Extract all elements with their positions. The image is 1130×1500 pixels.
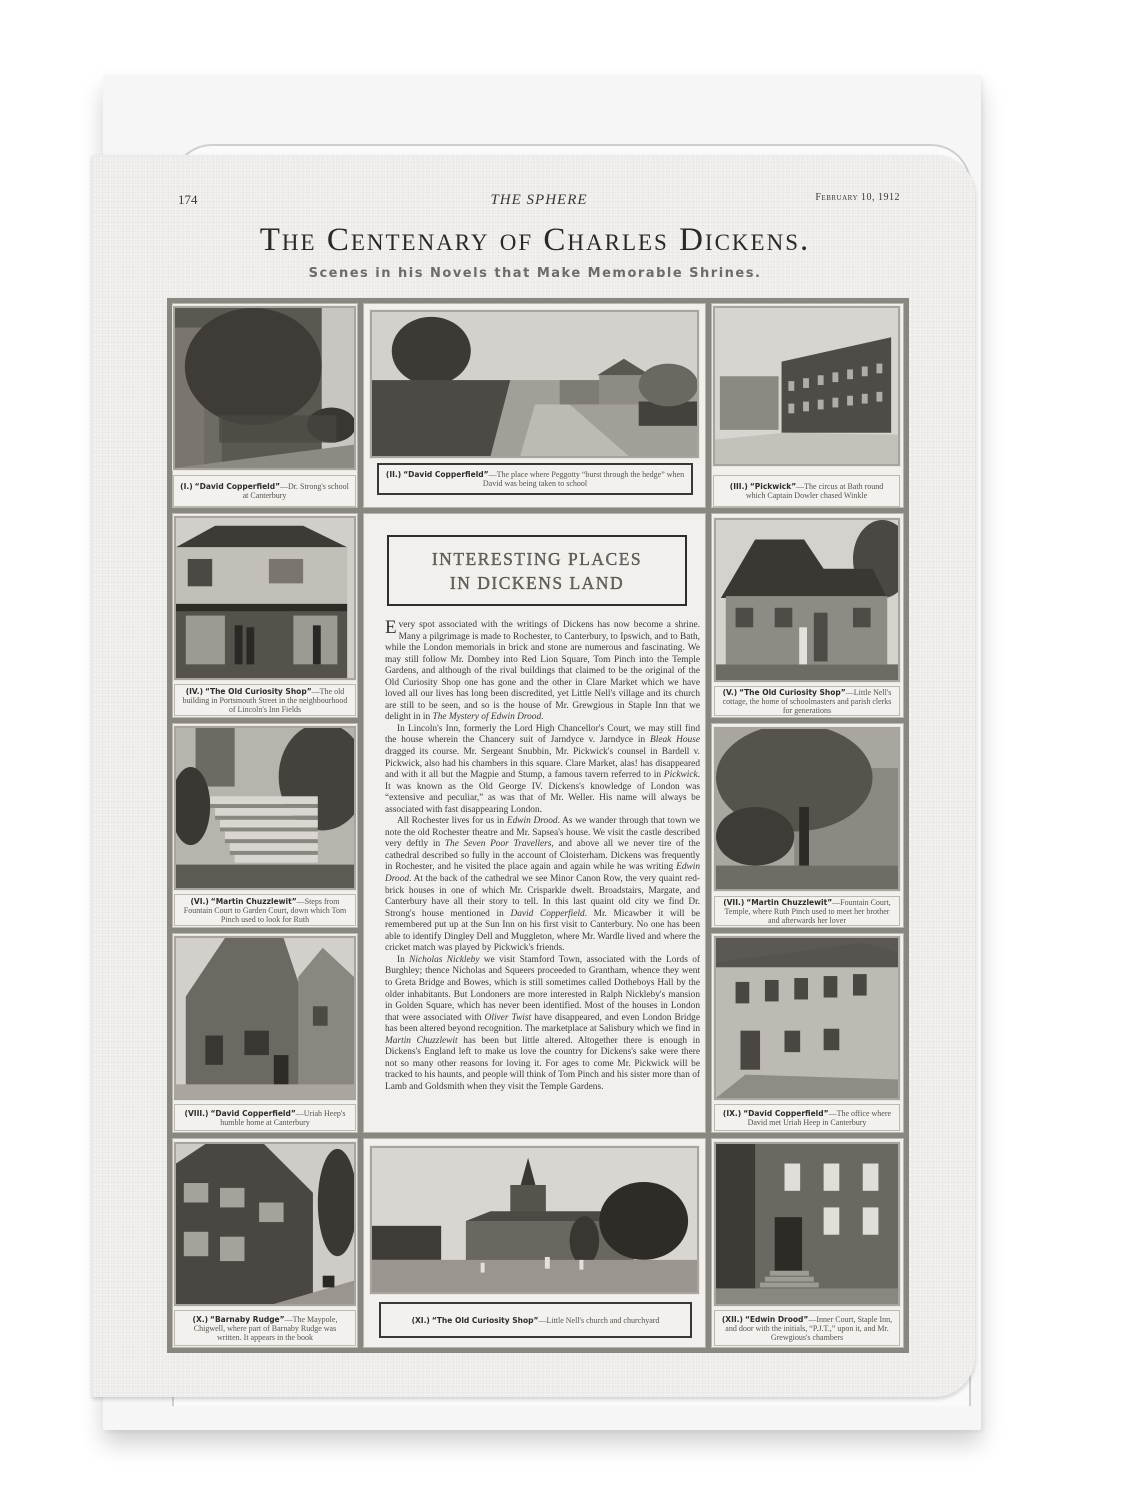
plate-caption-9: (IX.) “David Copperfield”—The office where David met Uriah Heep in Canterbury — [714, 1104, 900, 1131]
plate-photo-2 — [370, 310, 699, 458]
page-headline: The Centenary of Charles Dickens. — [259, 222, 811, 258]
plate-photo-5 — [714, 518, 900, 682]
publication-name: THE SPHERE — [490, 192, 588, 208]
plate-caption-1: (I.) “David Copperfield”—Dr. Strong's school at Canterbury — [173, 475, 356, 507]
plate-caption-8: (VIII.) “David Copperfield”—Uriah Heep's humble home at Canterbury — [174, 1104, 356, 1131]
section-title-box — [387, 535, 687, 606]
garden-steps-photo-icon — [176, 728, 354, 888]
maypole-inn-photo-icon — [176, 1144, 354, 1304]
plate-caption-7: (VII.) “Martin Chuzzlewit”—Fountain Court, Temple, where Ruth Pinch used to meet her brother and afterwards her lover — [714, 896, 900, 926]
article-paragraph-4: In Nicholas Nickleby we visit Stamford Town, associated with the Lords of Burghley; thence Nicholas and Squeers proceeded to Grantham, whence they went to Greta Bridge and Bowes, which is still sometimes called Dotheboys Hall by the older inhabitants. But Londoners are more interested in Ralph Nickleby's mansion in Golden Square, which has never been identified. Most of the houses in London that were associated with Oliver Twist have disappeared, and even London Bridge has been altered beyond recognition. The marketplace at Salisbury which we find in Martin Chuzzlewit has been but little altered. Altogether there is enough in Dickens's England left to make us love the country for Dickens's sake were there not so many other reasons for loving it. For ages to come Mr. Pickwick will be tracked to his haunts, and people will think of Tom Pinch and his sister more than of Lamb and Goldsmith when they visit the Temple Gardens. — [385, 954, 700, 1092]
plate-caption-3: (III.) “Pickwick”—The circus at Bath round which Captain Dowler chased Winkle — [713, 475, 900, 507]
page-subheadline: Scenes in his Novels that Make Memorable Shrines. — [308, 266, 762, 281]
plate-caption-4: (IV.) “The Old Curiosity Shop”—The old building in Portsmouth Street in the neighbourhood of Lincoln's Inn Fields — [174, 684, 356, 716]
plate-photo-10 — [174, 1142, 356, 1306]
page-number: 174 — [178, 192, 198, 207]
old-curiosity-shop-photo-icon — [176, 518, 354, 678]
canterbury-office-photo-icon — [716, 938, 898, 1098]
plate-photo-7 — [714, 727, 900, 891]
staple-inn-photo-icon — [716, 1144, 898, 1304]
plate-caption-5: (V.) “The Old Curiosity Shop”—Little Nell's cottage, the home of schoolmasters and parish clerks for generations — [714, 686, 900, 716]
plate-caption-12: (XII.) “Edwin Drood”—Inner Court, Staple Inn, and door with the initials, “P.J.T.,” upon it, and Mr. Grewgious's chambers — [714, 1310, 900, 1346]
plate-photo-3 — [713, 306, 900, 466]
plate-caption-6: (VI.) “Martin Chuzzlewit”—Steps from Fountain Court to Garden Court, down which Tom Pinch used to look for Ruth — [174, 894, 356, 926]
uriah-heep-house-photo-icon — [176, 938, 354, 1098]
nells-cottage-photo-icon — [716, 520, 898, 680]
article-paragraph-1: Every spot associated with the writings of Dickens has now become a shrine. Many a pilgrimage is made to Rochester, to Canterbury, to Ipswich, and to Bath, while the London memorials in brick and stone are numerous and fascinating. We may still follow Mr. Dombey into Red Lion Square, Tom Pinch into the Temple Gardens, and although of the rival buildings that claimed to be the original of the Old Curiosity Shop one has gone and the other in Clare Market which we have loved all our lives has long been discredited, yet Little Nell's village and its church are still to be seen, and so is the house of Mr. Grewgious in Staple Inn that we delight in in The Mystery of Edwin Drood. — [385, 617, 700, 723]
ruined-wall-photo-icon — [175, 308, 354, 468]
plate-photo-6 — [174, 726, 356, 890]
issue-date: February 10, 1912 — [815, 192, 900, 203]
country-lane-photo-icon — [372, 312, 697, 456]
plate-caption-10: (X.) “Barnaby Rudge”—The Maypole, Chigwell, where part of Barnaby Rudge was written. It appears in the book — [174, 1310, 356, 1346]
article-body — [385, 617, 701, 1093]
article-paragraph-2: In Lincoln's Inn, formerly the Lord High Chancellor's Court, we may still find the house wherein the Chancery suit of Jarndyce v. Jarndyce in Bleak House dragged its course. Mr. Sergeant Snubbin, Mr. Pickwick's counsel in Bardell v. Pickwick, also had his chambers in this square. Clare Market, alas! has disappeared and with it all but the Magpie and Stump, a famous tavern referred to in Pickwick. It was known as the Old George IV. Dickens's knowledge of London was “extensive and peculiar,” as was that of Mr. Weller. His name will always be associated with fast disappearing London. — [385, 723, 700, 815]
section-title-line2: IN DICKENS LAND — [449, 573, 625, 593]
fountain-court-photo-icon — [716, 729, 898, 889]
plate-caption-2: (II.) “David Copperfield”—The place where Peggotty “burst through the hedge” when David was being taken to school — [377, 463, 693, 495]
plate-photo-12 — [714, 1142, 900, 1306]
church-churchyard-photo-icon — [372, 1148, 697, 1292]
drop-cap: E — [385, 617, 397, 638]
plate-photo-4 — [174, 516, 356, 680]
plate-photo-8 — [174, 936, 356, 1100]
running-head — [178, 192, 900, 208]
plate-photo-1 — [173, 306, 356, 470]
plate-photo-11 — [370, 1146, 699, 1294]
plate-caption-11: (XI.) “The Old Curiosity Shop”—Little Nell's church and churchyard — [379, 1302, 692, 1338]
bath-circus-photo-icon — [715, 308, 898, 464]
section-title-line1: INTERESTING PLACES — [431, 549, 643, 569]
article-paragraph-3: All Rochester lives for us in Edwin Drood. As we wander through that town we note the old Rochester theatre and Mr. Sapsea's house. We visit the castle described very deftly in The Seven Poor Travellers, and above all we never tire of the cathedral described so fully in the account of Cloisterham. Dickens was frequently in Rochester, and he visited the place again and again while he was writing Edwin Drood. At the back of the cathedral we see Minor Canon Row, the very quaint red-brick houses in one of which Mr. Crisparkle dwelt. Broadstairs, Margate, and Canterbury have all their story to tell. In this last quaint old city we find Dr. Strong's house mentioned in David Copperfield. Mr. Micawber it will be remembered put up at the Sun Inn on his first visit to Canterbury. No one has been able to identify Dingley Dell and Muggleton, where Mr. Wardle lived and where the cricket match was played by Pickwick's friends. — [385, 816, 701, 954]
plate-photo-9 — [714, 936, 900, 1100]
